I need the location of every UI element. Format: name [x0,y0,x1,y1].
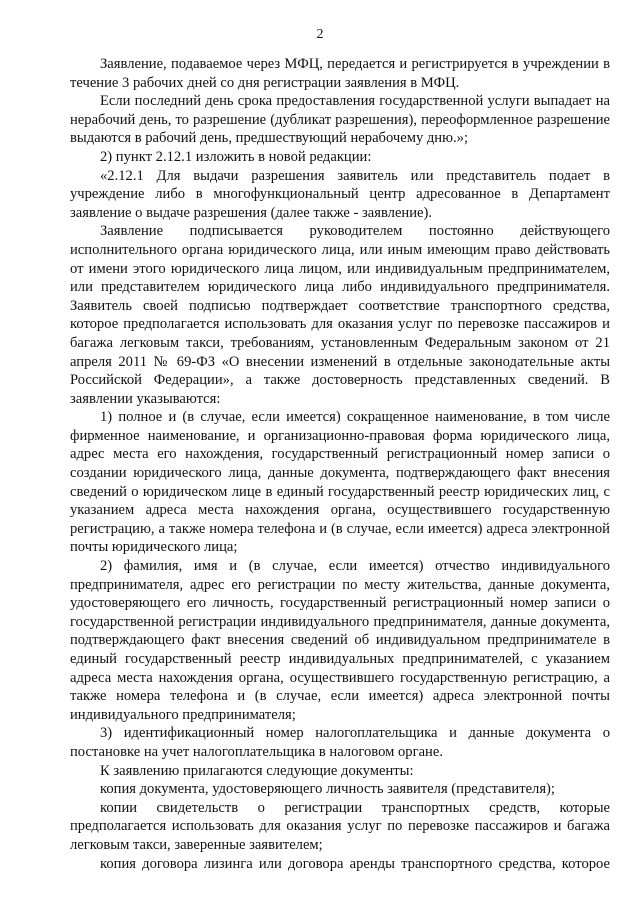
paragraph: 2) пункт 2.12.1 изложить в новой редакции: [100,148,372,165]
page-number: 2 [316,27,324,42]
document-body [70,55,610,873]
list-item: копия договора лизинга или договора аренды транспортного средства, которое [100,855,610,872]
paragraph: К заявлению прилагаются следующие документы: [100,762,414,779]
list-item: 2) фамилия, имя и (в случае, если имеется) отчество индивидуального предпринимателя, адрес его регистрации по месту жительства, данные документа, удостоверяющего его личность, государственный регистрационный номер записи о государственной регистрации индивидуального предпринимателя, данные документа, подтверждающего факт внесения сведений об индивидуальном предпринимателе в единый государственный реестр индивидуальных предпринимателей, с указанием адреса места нахождения органа, осуществившего государственную регистрацию, а также номера телефона и (в случае, если имеется) адреса электронной почты индивидуального предпринимателя; [70,558,610,723]
list-item: копии свидетельств о регистрации транспортных средств, которые предполагается использовать для оказания услуг по перевозке пассажиров и багажа легковым такси, заверенные заявителем; [70,799,610,853]
list-item: 1) полное и (в случае, если имеется) сокращенное наименование, в том числе фирменное наименование, и организационно-правовая форма юридического лица, адрес места его нахождения, государственный регистрационный номер записи о создании юридического лица, данные документа, подтверждающего факт внесения сведений о юридическом лице в единый государственный реестр юридических лиц, с указанием адреса места нахождения органа, осуществившего государственную регистрацию, а также номера телефона и (в случае, если имеется) адреса электронной почты юридического лица; [70,409,610,556]
paragraph: Заявление, подаваемое через МФЦ, передается и регистрируется в учреждении в течение 3 рабочих дней со дня регистрации заявления в МФЦ. [70,56,610,91]
list-item: копия документа, удостоверяющего личность заявителя (представителя); [100,781,555,798]
paragraph: Заявление подписывается руководителем постоянно действующего исполнительного органа юридического лица, или иным имеющим право действовать от имени этого юридического лица лицом, или индивидуальным предпринимателем, или представителем юридического лица либо индивидуального предпринимателя. Заявитель своей подписью подтверждает соответствие транспортного средства, которое предполагается использовать для оказания услуг по перевозке пассажиров и багажа легковым такси, требованиям, установленным Федеральным законом от 21 апреля 2011 № 69-ФЗ «О внесении изменений в отдельные законодательные акты Российской Федерации», а также достоверность представленных сведений. В заявлении указываются: [70,223,610,407]
paragraph: Если последний день срока предоставления государственной услуги выпадает на нерабочий день, то разрешение (дубликат разрешения), переоформленное разрешение выдаются в рабочий день, предшествующий нерабочему дню.»; [70,93,610,147]
list-item: 3) идентификационный номер налогоплательщика и данные документа о постановке на учет налогоплательщика в налоговом органе. [70,725,610,760]
paragraph: «2.12.1 Для выдачи разрешения заявитель или представитель подает в учреждение либо в многофункциональный центр адресованное в Департамент заявление о выдаче разрешения (далее также - заявление). [70,167,610,221]
